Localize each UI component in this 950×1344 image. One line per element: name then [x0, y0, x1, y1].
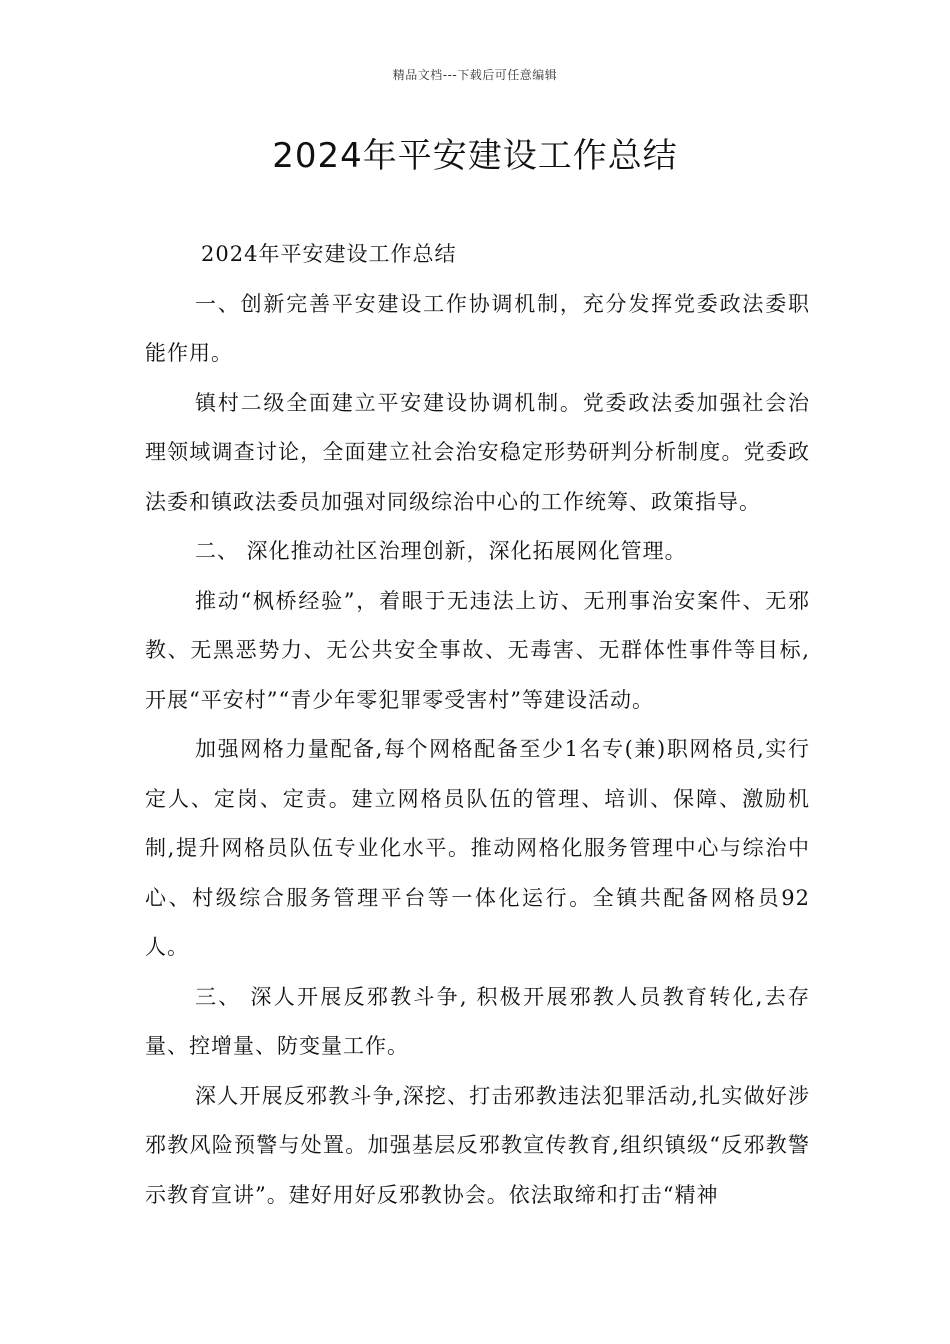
paragraph-section-2-heading: 二、 深化推动社区治理创新，深化拓展网化管理。: [195, 539, 687, 563]
paragraph-section-3-heading: 三、 深人开展反邪教斗争, 积极开展邪教人员教育转化,去存量、控增量、防变量工作。: [145, 984, 810, 1058]
paragraph: 镇村二级全面建立平安建设协调机制。党委政法委加强社会治理领域调查讨论，全面建立社会治安稳定形势研判分析制度。党委政法委和镇政法委员加强对同级综治中心的工作统筹、政策指导。: [145, 390, 810, 514]
paragraph: 推动“枫桥经验”，着眼于无违法上访、无刑事治安案件、无邪教、无黑恶势力、无公共安全事故、无毒害、无群体性事件等目标,开展“平安村”“青少年零犯罪零受害村”等建设活动。: [145, 588, 810, 712]
paragraph: 加强网格力量配备,每个网格配备至少1名专(兼)职网格员,实行定人、定岗、定责。建立网格员队伍的管理、培训、保障、激励机制,提升网格员队伍专业化水平。推动网格化服务管理中心与综治中心、村级综合服务管理平台等一体化运行。全镇共配备网格员92人。: [145, 737, 810, 959]
paragraph-subtitle: 2024年平安建设工作总结: [201, 242, 457, 266]
document-title: 2024年平安建设工作总结: [272, 136, 678, 176]
paragraph-section-1-heading: 一、创新完善平安建设工作协调机制，充分发挥党委政法委职能作用。: [145, 291, 810, 365]
paragraph: 深人开展反邪教斗争,深挖、打击邪教违法犯罪活动,扎实做好涉邪教风险预警与处置。加强基层反邪教宣传教育,组织镇级“反邪教警示教育宣讲”。建好用好反邪教协会。依法取缔和打击“精神: [145, 1083, 810, 1207]
document-body: [145, 230, 810, 1220]
header-note: 精品文档---下载后可任意编辑: [392, 68, 558, 82]
